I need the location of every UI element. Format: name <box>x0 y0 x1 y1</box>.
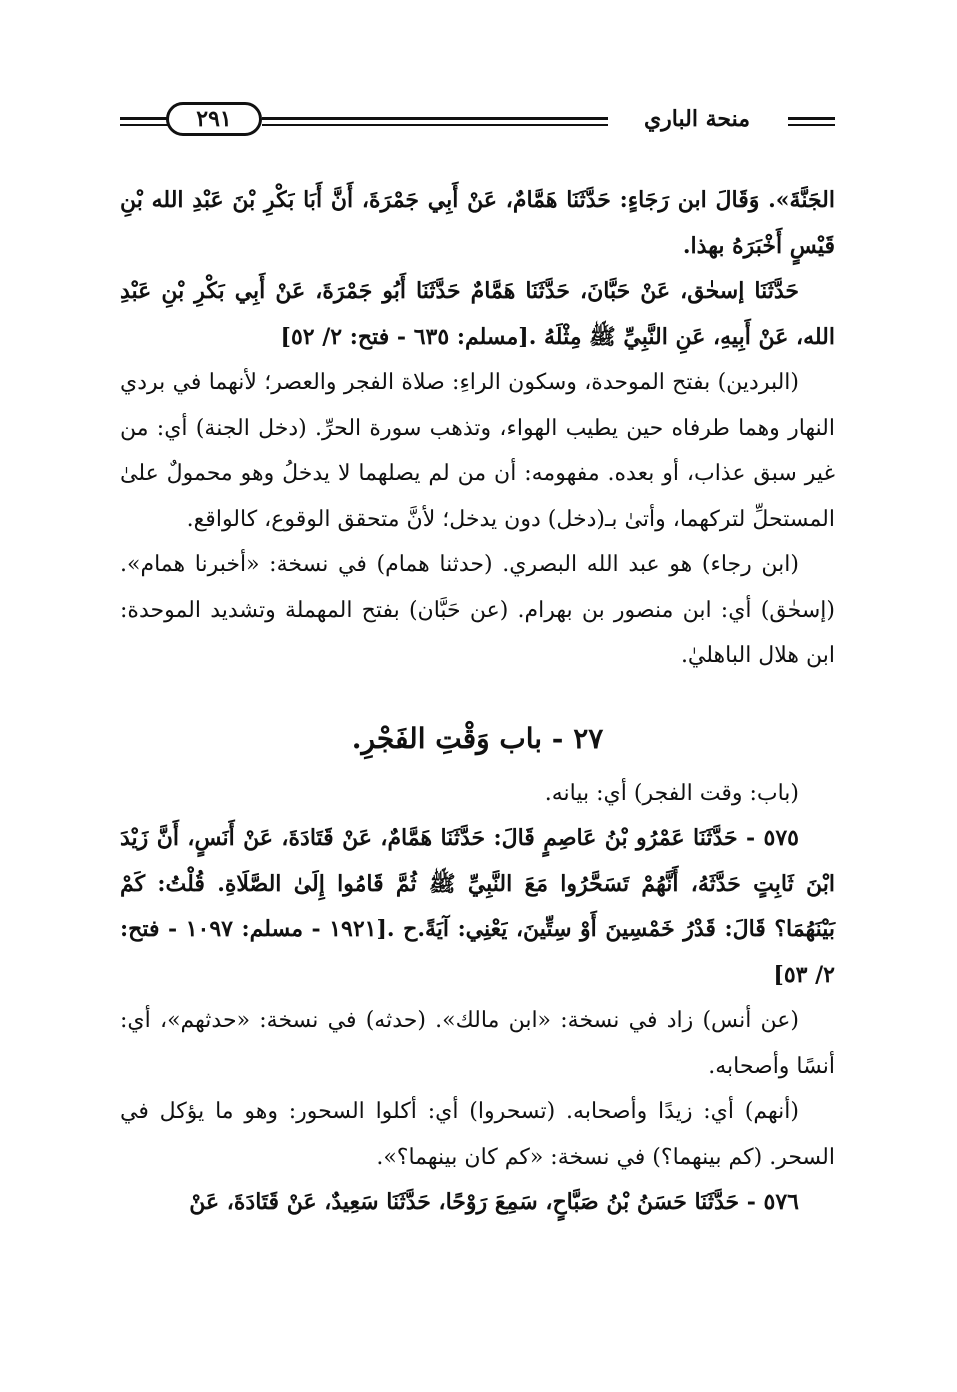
paragraph-commentary-bardain: (البردين) بفتح الموحدة، وسكون الراءِ: صلاة الفجر والعصر؛ لأنهما في بردي النهار وهما طرفاه حين يطيب الهواء، وتذهب سورة الحرِّ. (دخل الجنة) أي: من غير سبق عذاب، أو بعده. مفهومه: أن من لم يصلهما لا يدخلُ وهو محمولٌ علىٰ المستحلِّ لتركهما، وأتىٰ بـ(دخل) دون يدخل؛ لأنَّ متحقق الوقوع، كالواقع. <box>120 370 835 532</box>
paragraph-commentary-anas: (عن أنس) زاد في نسخة: «ابن مالك». (حدثه) في نسخة: «حدثهم»، أي: أنسًا وأصحابه. <box>120 1008 835 1079</box>
page-body <box>120 178 835 1226</box>
paragraph-hadith-chain: حَدَّثَنَا إسحٰق، عَنْ حَبَّانَ، حَدَّثَنَا هَمَّامٌ حَدَّثَنَا أَبُو جَمْرَةَ، عَنْ أَبِي بَكْرِ بْنِ عَبْدِ الله، عَنْ أَبِيهِ، عَنِ النَّبِيِّ ﷺ مِثْلَهُ .[مسلم: ٦٣٥ - فتح: ٢/ ٥٢] <box>120 278 835 350</box>
header-rule-right <box>788 117 835 126</box>
paragraph-commentary-suhur: (أنهم) أي: زيدًا وأصحابه. (تسحروا) أي: أكلوا السحور: وهو ما يؤكل في السحر. (كم بينهما؟) في نسخة: «كم كان بينهما؟». <box>120 1099 835 1170</box>
paragraph-hadith-576: ٥٧٦ - حَدَّثَنَا حَسَنُ بْنُ صَبَّاحٍ، سَمِعَ رَوْحًا، حَدَّثَنَا سَعِيدٌ، عَنْ قَتَادَةَ، عَنْ <box>189 1189 799 1215</box>
page-number-badge <box>166 102 262 136</box>
paragraph-commentary-narrators: (ابن رجاء) هو عبد الله البصري. (حدثنا همام) في نسخة: «أخبرنا همام». (إسحٰق) أي: ابن منصور بن بهرام. (عن حَبَّان) بفتح المهملة وتشديد الموحدة: ابن هلال الباهليٰ. <box>120 552 835 668</box>
paragraph-hadith-575: ٥٧٥ - حَدَّثَنَا عَمْرُو بْنُ عَاصِمٍ قَالَ: حَدَّثَنَا هَمَّامٌ، عَنْ قَتَادَةَ، عَنْ أَنَسٍ، أَنَّ زَيْدَ ابْنَ ثَابِتٍ حَدَّثَهُ، أَنَّهُمْ تَسَحَّرُوا مَعَ النَّبِيِّ ﷺ ثُمَّ قَامُوا إِلَىٰ الصَّلَاةِ. قُلْتُ: كَمْ بَيْنَهُمَا؟ قَالَ: قَدْرُ خَمْسِينَ أَوْ سِتِّينَ، يَعْنِي: آيَةً.ح .[١٩٢١ - مسلم: ١٠٩٧ - فتح: ٢/ ٥٣] <box>120 825 835 988</box>
running-header <box>120 100 835 156</box>
paragraph-hadith-continuation: الجَنَّةَ». وَقَالَ ابن رَجَاءٍ: حَدَّثَنَا هَمَّامٌ، عَنْ أَبِي جَمْرَةَ، أَنَّ أَبَا بَكْرِ بْنَ عَبْدِ الله بْنِ قَيْسٍ أَخْبَرَهُ بهذا. <box>120 187 835 259</box>
section-title: ٢٧ - باب وَقْتِ الفَجْرِ. <box>351 721 604 755</box>
paragraph-chapter-explanation: (باب: وقت الفجر) أي: بيانه. <box>544 780 799 806</box>
header-rule-left <box>120 117 168 126</box>
header-rule-middle <box>262 117 608 126</box>
page-number: ٢٩١ <box>196 106 232 132</box>
book-title: منحة الباري <box>643 106 751 132</box>
